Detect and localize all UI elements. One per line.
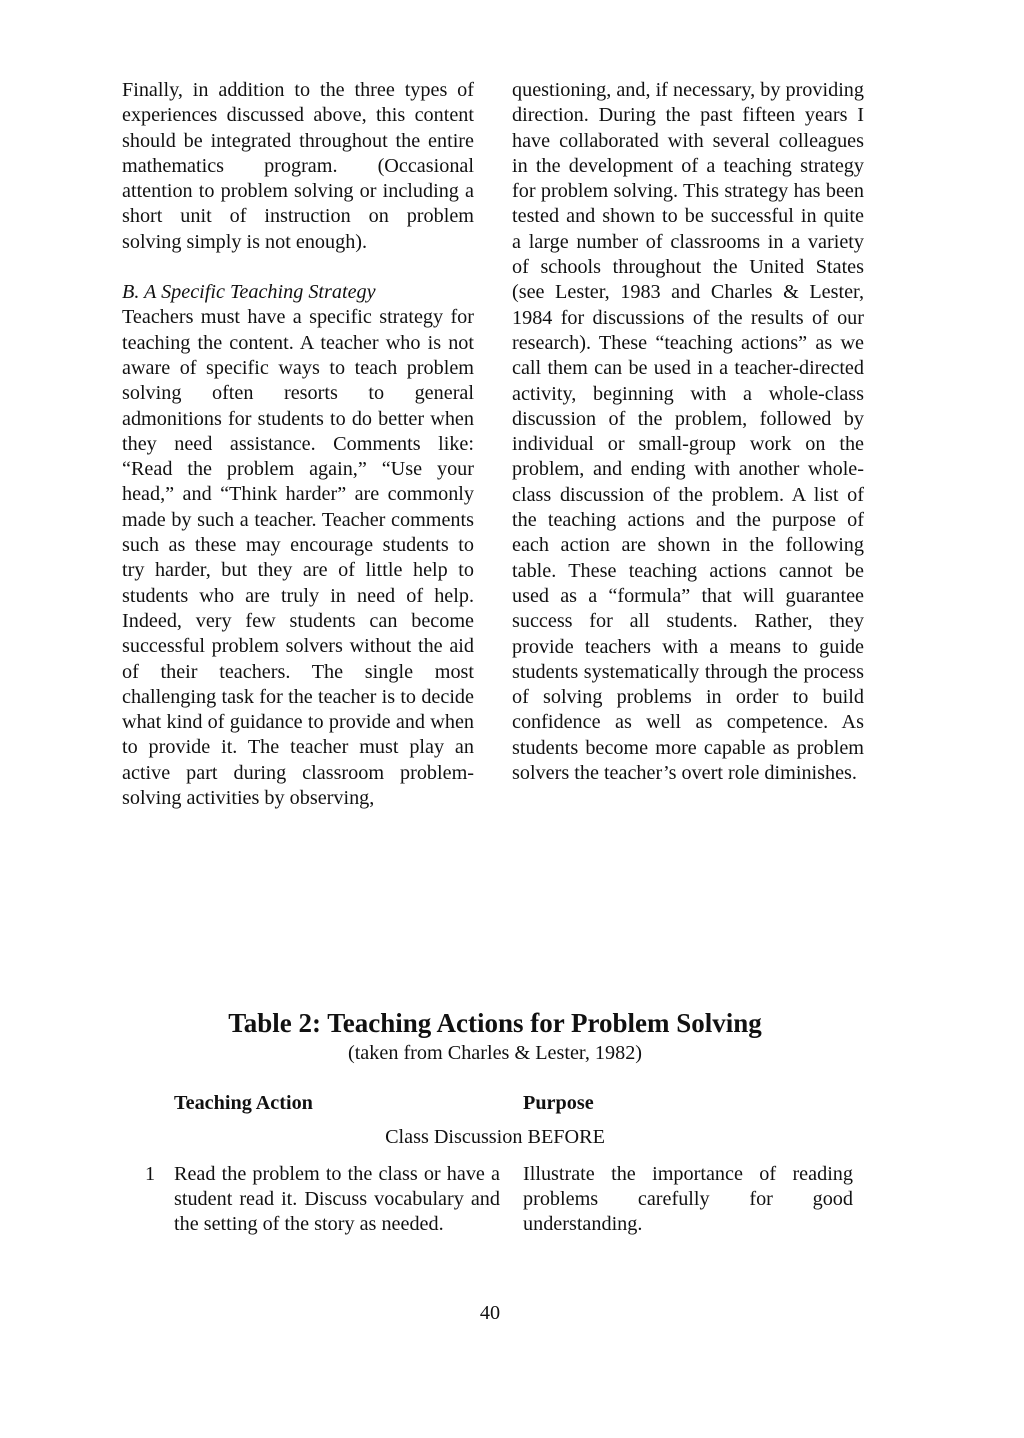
table-header-teaching-action: Teaching Action: [174, 1092, 313, 1114]
table-row-number: 1: [145, 1163, 156, 1185]
paragraph-teaching-strategy: Teachers must have a specific strategy for teaching the content. A teacher who is not aware of specific ways to teach problem solving often resorts to general admonitions for students to do better when they need assistance. Comments like: “Read the problem again,” “Use your head,” and “Think harder” are commonly made by such a teacher. Teacher comments such as these may encourage students to try harder, but they are of little help to students who are truly in need of help. Indeed, very few students can become successful problem solvers without the aid of their teachers. The single most challenging task for the teacher is to decide what kind of guidance to provide and when to provide it. The teacher must play an active part during classroom problem-solving activities by observing,: [122, 306, 474, 810]
paragraph-integration: Finally, in addition to the three types of experiences discussed above, this content should be integrated throughout the entire mathematics program. (Occasional attention to problem solving or including a short unit of instruction on problem solving simply is not enough).: [122, 79, 474, 253]
page-number: 40: [479, 1302, 501, 1324]
table-cell-action: Read the problem to the class or have a student read it. Discuss vocabulary and the setting of the story as needed.: [174, 1163, 500, 1235]
table-cell-purpose: Illustrate the importance of reading problems carefully for good understanding.: [523, 1163, 853, 1235]
table-title: Table 2: Teaching Actions for Problem Solving: [228, 1008, 762, 1038]
left-column: [122, 78, 474, 811]
table-phase-label: Class Discussion BEFORE: [385, 1126, 605, 1148]
table-subtitle: (taken from Charles & Lester, 1982): [347, 1042, 643, 1064]
section-heading: B. A Specific Teaching Strategy: [122, 281, 376, 304]
right-column: [512, 78, 864, 786]
table-header-purpose: Purpose: [523, 1092, 594, 1114]
paragraph-teaching-actions: questioning, and, if necessary, by providing direction. During the past fifteen years I have collaborated with several colleagues in the development of a teaching strategy for problem solving. This strategy has been tested and shown to be successful in quite a large number of classrooms in a variety of schools throughout the United States (see Lester, 1983 and Charles & Lester, 1984 for discussions of the results of our research). These “teaching actions” as we call them can be used in a teacher-directed activity, beginning with a whole-class discussion of the problem, followed by individual or small-group work on the problem, and ending with another whole-class discussion of the problem. A list of the teaching actions and the purpose of each action are shown in the following table. These teaching actions cannot be used as a “formula” that will guarantee success for all students. Rather, they provide teachers with a means to guide students systematically through the process of solving problems in order to build confidence as well as competence. As students become more capable as problem solvers the teacher’s overt role diminishes.: [512, 79, 864, 785]
